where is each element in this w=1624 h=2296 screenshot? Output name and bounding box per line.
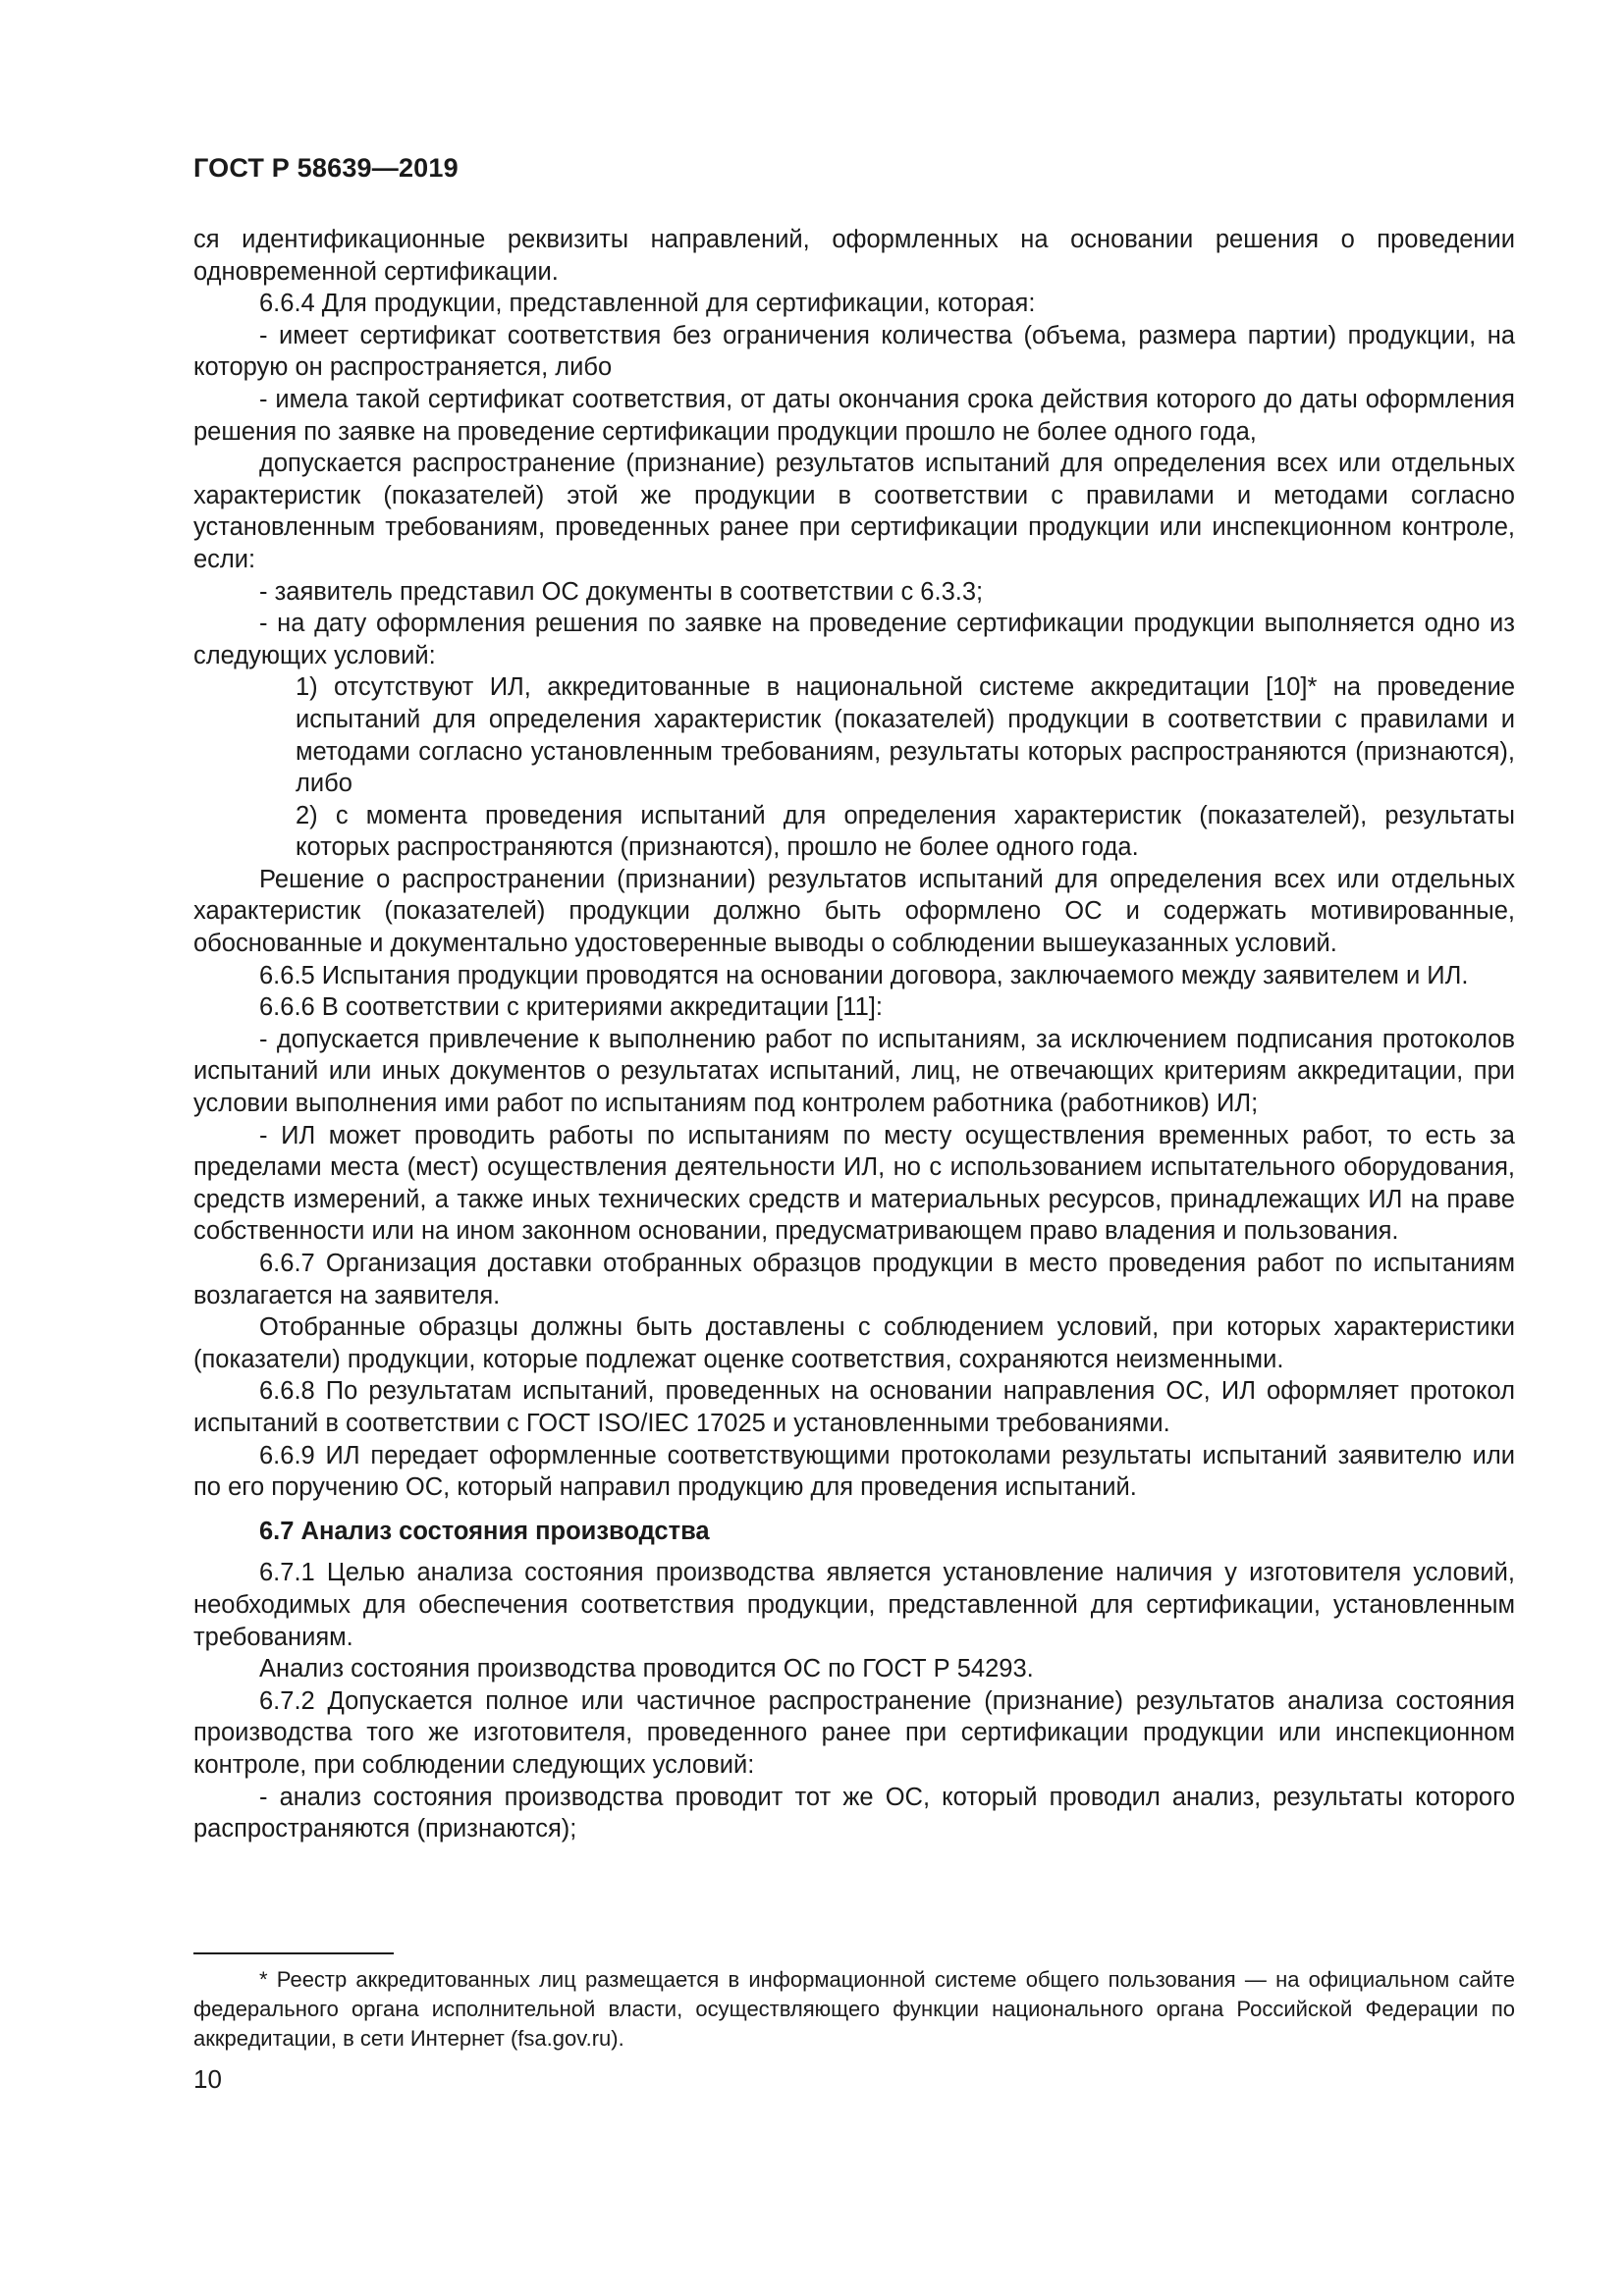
list-item: - имела такой сертификат соответствия, от даты окончания срока действия которого до даты оформления решения по заявке на проведение сертификации продукции прошло не более одного года, bbox=[193, 385, 1515, 446]
paragraph: ся идентификационные реквизиты направлений, оформленных на основании решения о проведении одновременной сертификации. bbox=[193, 226, 1515, 286]
footnote bbox=[193, 1965, 1515, 2054]
list-item: - анализ состояния производства проводит тот же ОС, который проводил анализ, результаты которого распространяются (признаются); bbox=[193, 1783, 1515, 1843]
clause-6-6-4: 6.6.4 Для продукции, представленной для сертификации, которая: bbox=[259, 290, 1036, 318]
clause-6-6-8: 6.6.8 По результатам испытаний, проведенных на основании направления ОС, ИЛ оформляет протокол испытаний в соответствии с ГОСТ ISO/IEC 17025 и установленными требованиями. bbox=[193, 1377, 1515, 1437]
document-body bbox=[193, 224, 1515, 1845]
clause-6-6-6: 6.6.6 В соответствии с критериями аккредитации [11]: bbox=[259, 993, 883, 1022]
footnote-divider bbox=[193, 1952, 394, 1954]
footnote-text: * Реестр аккредитованных лиц размещается в информационной системе общего пользования — на официальном сайте федерального органа исполнительной власти, осуществляющего функции национального органа Российской Федерации по аккредитации, в сети Интернет (fsa.gov.ru). bbox=[193, 1967, 1515, 2051]
numbered-item: 1) отсутствуют ИЛ, аккредитованные в национальной системе аккредитации [10]* на проведение испытаний для определения характеристик (показателей) продукции в соответствии с правилами и методами согласно установленным требованиям, результаты которых распространяются (признаются), либо bbox=[296, 673, 1515, 798]
clause-6-6-7: 6.6.7 Организация доставки отобранных образцов продукции в место проведения работ по испытаниям возлагается на заявителя. bbox=[193, 1250, 1515, 1309]
section-title: 6.7 Анализ состояния производства bbox=[259, 1517, 710, 1545]
clause-6-6-5: 6.6.5 Испытания продукции проводятся на основании договора, заключаемого между заявителем и ИЛ. bbox=[259, 961, 1469, 989]
list-item: - допускается привлечение к выполнению работ по испытаниям, за исключением подписания протоколов испытаний или иных документов о результатах испытаний, лиц, не отвечающих критериям аккредитации, при условии выполнения ими работ по испытаниям под контролем работника (работников) ИЛ; bbox=[193, 1025, 1515, 1118]
document-header: ГОСТ Р 58639—2019 bbox=[193, 153, 459, 183]
list-item: - на дату оформления решения по заявке на проведение сертификации продукции выполняется одно из следующих условий: bbox=[193, 610, 1515, 669]
paragraph: Анализ состояния производства проводится ОС по ГОСТ Р 54293. bbox=[259, 1655, 1034, 1683]
list-item: - имеет сертификат соответствия без ограничения количества (объема, размера партии) продукции, на которую он распространяется, либо bbox=[193, 321, 1515, 382]
list-item: - ИЛ может проводить работы по испытаниям по месту осуществления временных работ, то есть за пределами места (мест) осуществления деятельности ИЛ, но с использованием испытательного оборудования, средств измерений, а также иных технических средств и материальных ресурсов, принадлежащих ИЛ на праве собственности или на ином законном основании, предусматривающем право владения и пользования. bbox=[193, 1121, 1515, 1246]
clause-6-7-1: 6.7.1 Целью анализа состояния производства является установление наличия у изготовителя условий, необходимых для обеспечения соответствия продукции, представленной для сертификации, установленным требованиям. bbox=[193, 1559, 1515, 1651]
paragraph: Отобранные образцы должны быть доставлены с соблюдением условий, при которых характеристики (показатели) продукции, которые подлежат оценке соответствия, сохраняются неизменными. bbox=[193, 1313, 1515, 1373]
list-item: - заявитель представил ОС документы в соответствии с 6.3.3; bbox=[259, 577, 984, 606]
page-number: 10 bbox=[193, 2064, 222, 2094]
clause-6-7-2: 6.7.2 Допускается полное или частичное распространение (признание) результатов анализа состояния производства того же изготовителя, проведенного ранее при сертификации продукции или инспекционном контроле, при соблюдении следующих условий: bbox=[193, 1686, 1515, 1779]
numbered-item: 2) с момента проведения испытаний для определения характеристик (показателей), результаты которых распространяются (признаются), прошло не более одного года. bbox=[296, 801, 1515, 862]
clause-6-6-9: 6.6.9 ИЛ передает оформленные соответствующими протоколами результаты испытаний заявителю или по его поручению ОС, который направил продукцию для проведения испытаний. bbox=[193, 1441, 1515, 1502]
paragraph: допускается распространение (признание) результатов испытаний для определения всех или отдельных характеристик (показателей) этой же продукции в соответствии с правилами и методами согласно установленным требованиям, проведенных ранее при сертификации продукции или инспекционном контроле, если: bbox=[193, 450, 1515, 573]
paragraph: Решение о распространении (признании) результатов испытаний для определения всех или отдельных характеристик (показателей) продукции должно быть оформлено ОС и содержать мотивированные, обоснованные и документально удостоверенные выводы о соблюдении вышеуказанных условий. bbox=[193, 865, 1515, 958]
